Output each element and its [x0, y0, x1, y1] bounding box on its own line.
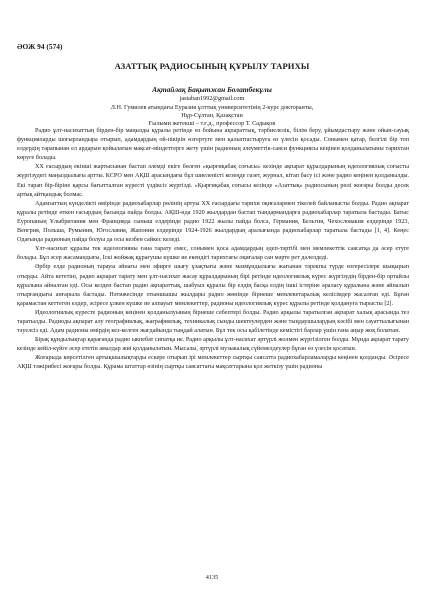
author-name: Ақтайлақ Бақытжан Болатбекұлы [152, 85, 272, 94]
author-email: jastaban1992@gmail.com [179, 95, 245, 102]
article-body [17, 127, 409, 373]
body-paragraph: Адамзаттың күнделікті өмірінде радиохабарлар рөлінің артуы XX ғасырдағы тарихи оқиғалармен тікелей байланысты болды. Радио ақпарат құралы ретінде өткен ғасырдың басында пайда болды. АҚШ-нда 1920 жылдардан бастап тындармандарға радиохабарлар таратыла бастады. Батыс Еуропаның Ұлыбритания мен Францияда сыныш елдерінде радио 1922 жылы пайда болса, Германия, Бельгия, Чехословакия елдерінде 1923, Венгрия, Польша, Румыния, Югославия, Жапония елдерінде 1924-1926 жылдардың аралығында радиохабарлар таратыла бастады [1, 4]. Кеңес Одағында радионың пайда болуы да осы кезбен сайкес келеді. [17, 200, 409, 244]
affiliation-city: Нұр-Сұлтан, Қазақстан [181, 112, 243, 119]
article-title: АЗАТТЫҚ РАДИОСЫНЫҢ ҚҰРЫЛУ ТАРИХЫ [114, 61, 310, 71]
body-paragraph: Радио ұлт-насихаттың бірден-бір маңызды құралы ретінде өз бойына ақпараттық, тәрбиелелік, білім беру, ұйымдастыру және ойын-сауық функцияларды шоғырландыра отырып, адамдардың ой-пікірін өзгертуге мен қалыптастыруға өз үлесін қосады. Сонымен қатар, белгілі бір топ елдердің тарапынан ел ардарын қойылатын мақсат-міндеттерге жету үшін радионың әлеуметтік-саяси функциясы кеңінен қолданылатыны тарихтан көруге болады. [17, 128, 409, 162]
body-paragraph: XX ғасырдың екінші жартысынан бастап әлемді екіге бөлген «қырғиқабақ соғысы» кезінде ақпарат құралдарының идеологиялық соғысты жүргізудегі маңыздылығы артты. КСРО мен АҚШ арасындағы бұл шиеленісті кезеңде газет, журнал, кітап басу ісі және радио кеңінен қолданылды. Екі тарап бір-біріне қарсы бағытталған күресті үздіксіз жүргізді. «Қырғиқабақ соғысы кезінде «Азаттық» радиосының рөлі жоғары болды десек артық айтқандық болмас. [17, 164, 409, 198]
body-paragraph: Әрбір елде радионың тарауы әйнағы мен эфирге шығу ұзақтығы және мазмұндылығы жағынан тәрекпы түрде өзгересілере шықырып отырды. Айта кететіні, радио ақпарат тарату мен ұлт-насихат жасау құралдарының бірі ретінде идеологиялық күрес жүргізудің бірден-бір ортайлы құралына айналған еді. Осы кезден бастап радио ақпараттық, шабуыл құралы бір елдің басқа елдің ішкі істеріне араласу құралына және айналып отырғандығы анғарыла бастады. Нәтижесінде отыншышы жылдары радио жөнінде бірнеше мемлекетаралық келісімдер жасалған еді. Бұған қарамастан кеттеген елдер, әсіресе ұлкен күшке ие алпауыт мемлекеттер, радионы идеологиялық күрес құралы ретінде қолдануға тырысты [2]. [17, 264, 409, 307]
affiliation-line: Л.Н. Гумилев атындағы Еуразия ұлттық университетінің 2-курс докторанты, [110, 104, 314, 111]
udk-code: ӘОЖ 94 (574) [17, 42, 63, 51]
body-paragraph: Бірақ құндылықтар қарағанда радио ыкпебат сипатқа ие. Радио арқылы ұлт-насихат әртүрлі жолмен жүргізілген болды. Мұнда ақпарат тарату кезінде кейіл-күйге әсер ететін амалдар жиі қолданылатын. Мысалы, әртүрлі музыкалық сүйемелдеулер бұған өз үлесін қосатын. [17, 337, 409, 353]
scientific-supervisor: Ғылыми жетекші – т.ғ.д., профессор Т. Садықов [148, 120, 276, 127]
body-paragraph: Жоғарыда көрсетілген артықшылықтарды ескере отырып ірі мемлекеттер сыртқы саясатта радиохабарламаларды кеңінен қолданды. Әсіресе АҚШ тәжірибесі жоғары болды. Құрама штаттар өзінің сыртқы саясаттағы мақсаттарына қол жеткізу үшін радионы [17, 355, 409, 371]
body-paragraph: Ұлт-насихат құралы тек идеологияны ғана тарату емес, сонымен қоса адамдардың әдеп-тәртібі мен мемлекеттік саясатқа да әсер етуге болады. Бұл әсер жасамандығы, Іскі жойжақ құрағушы күшке ие екендігі тарихтағы оқиғалар сан мәрте рет дәлелдеді. [17, 246, 409, 262]
body-paragraph: Идеологиялық күресте радионың кеңінен қолданылуының бірнеше себептері болды. Радио арқылы таратылған ақпарат халық арасында тез таратылды. Радиоды ақпарат алу географиялық, жағрафиялық, техникалық сынды шектеулерден және тыңдаушылардың кәсібі мен сауаттылығынан тәуелсіз еді. Адам радионы өмірдің кез-келген жағдайында тыңдай алатын. Бұл тек осы қабілетінде кемістігі барлар үшін ғана аңыр жоқ болатын. [17, 309, 409, 335]
page-number: 4135 [205, 574, 219, 581]
